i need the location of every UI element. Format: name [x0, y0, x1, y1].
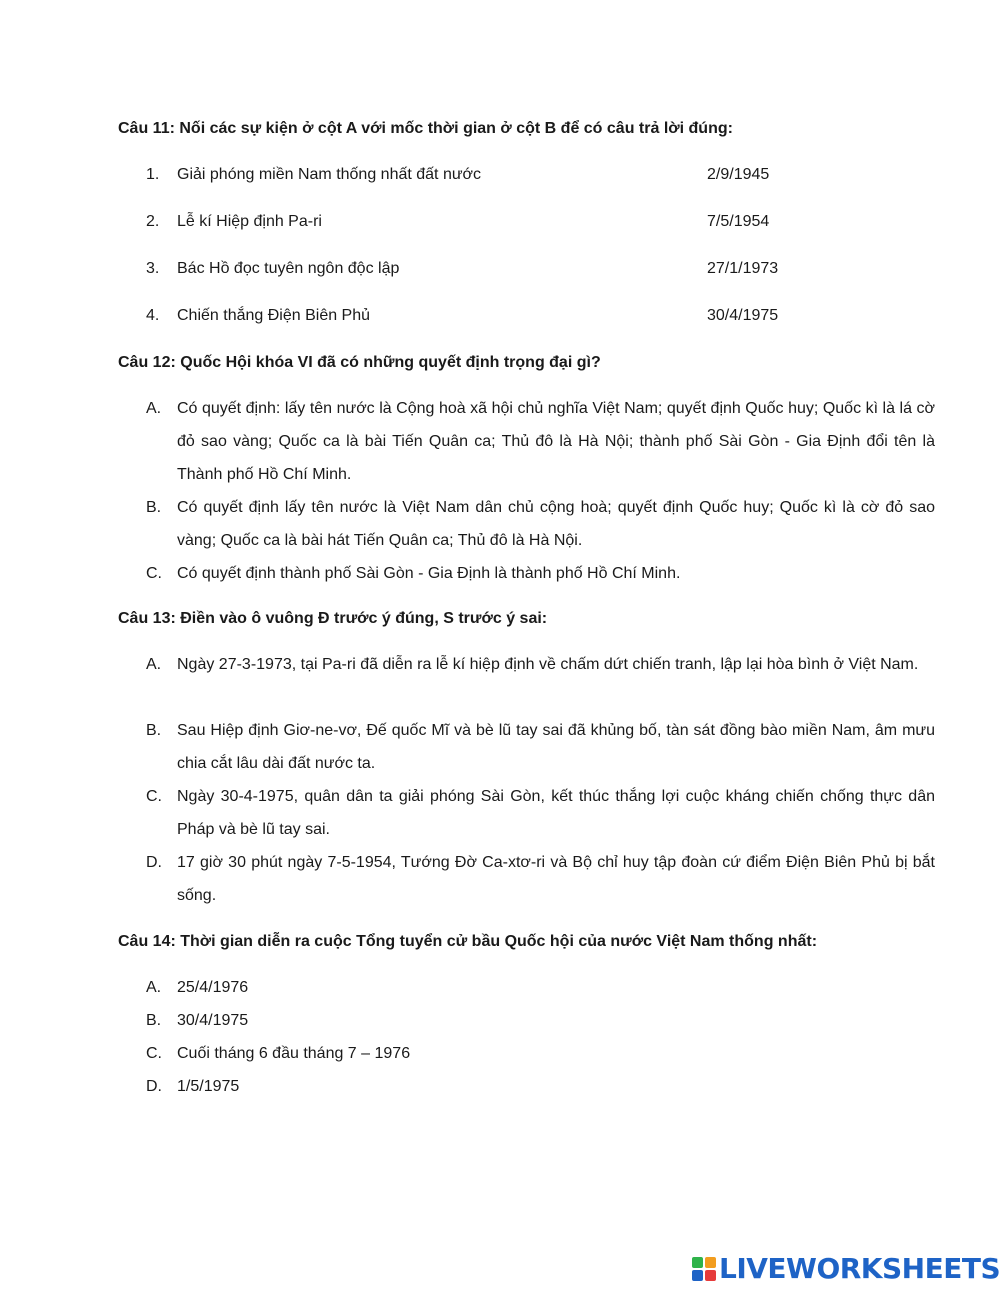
logo-square-icon	[705, 1257, 716, 1268]
date-text: 27/1/1973	[707, 260, 779, 277]
option-text: 25/4/1976	[177, 979, 249, 996]
option-text: Có quyết định lấy tên nước là Việt Nam dân chủ cộng hoà; quyết định Quốc huy; Quốc kì là cờ đỏ sao vàng; Quốc ca là bài hát Tiến Quân ca; Thủ đô là Hà Nội.	[177, 499, 935, 549]
match-row	[0, 304, 1000, 328]
match-row	[0, 210, 1000, 234]
row-number: 1.	[146, 166, 160, 183]
liveworksheets-logo[interactable]	[692, 1253, 1000, 1285]
option-letter: C.	[146, 565, 162, 582]
option-letter: B.	[146, 722, 162, 739]
date-text: 30/4/1975	[707, 307, 779, 324]
match-row	[0, 163, 1000, 187]
event-text: Bác Hồ đọc tuyên ngôn độc lập	[177, 260, 400, 277]
row-number: 4.	[146, 307, 160, 324]
option-letter: C.	[146, 788, 162, 805]
option-text: Ngày 30-4-1975, quân dân ta giải phóng Sài Gòn, kết thúc thắng lợi cuộc kháng chiến chống thực dân Pháp và bè lũ tay sai.	[177, 788, 935, 838]
option-text: 30/4/1975	[177, 1012, 249, 1029]
option-letter: A.	[146, 979, 162, 996]
option-text: Cuối tháng 6 đầu tháng 7 – 1976	[177, 1045, 411, 1062]
option-letter: D.	[146, 854, 162, 871]
logo-square-icon	[692, 1270, 703, 1281]
option-letter: B.	[146, 1012, 162, 1029]
option-text: Ngày 27-3-1973, tại Pa-ri đã diễn ra lễ kí hiệp định về chấm dứt chiến tranh, lập lại hòa bình ở Việt Nam.	[177, 656, 919, 673]
option-letter: B.	[146, 499, 162, 516]
date-text: 7/5/1954	[707, 213, 770, 230]
question-14-title: Câu 14: Thời gian diễn ra cuộc Tổng tuyển cử bầu Quốc hội của nước Việt Nam thống nhất:	[118, 933, 818, 950]
match-row	[0, 257, 1000, 281]
event-text: Lễ kí Hiệp định Pa-ri	[177, 213, 322, 230]
question-13-title: Câu 13: Điền vào ô vuông Đ trước ý đúng, S trước ý sai:	[118, 610, 548, 627]
option-text: 17 giờ 30 phút ngày 7-5-1954, Tướng Đờ Ca-xtơ-ri và Bộ chỉ huy tập đoàn cứ điểm Điện Biên Phủ bị bắt sống.	[177, 854, 935, 904]
option-letter: C.	[146, 1045, 162, 1062]
date-text: 2/9/1945	[707, 166, 770, 183]
option-letter: A.	[146, 656, 162, 673]
option-letter: D.	[146, 1078, 162, 1095]
option-text: 1/5/1975	[177, 1078, 240, 1095]
option-letter: A.	[146, 400, 162, 417]
logo-text: LIVEWORKSHEETS	[719, 1252, 1000, 1285]
option-text: Có quyết định thành phố Sài Gòn - Gia Định là thành phố Hồ Chí Minh.	[177, 565, 681, 582]
row-number: 3.	[146, 260, 160, 277]
row-number: 2.	[146, 213, 160, 230]
event-text: Giải phóng miền Nam thống nhất đất nước	[177, 166, 482, 183]
question-11-title: Câu 11: Nối các sự kiện ở cột A với mốc thời gian ở cột B để có câu trả lời đúng:	[118, 120, 733, 137]
logo-square-icon	[705, 1270, 716, 1281]
option-text: Có quyết định: lấy tên nước là Cộng hoà xã hội chủ nghĩa Việt Nam; quyết định Quốc huy; Quốc kì là lá cờ đỏ sao vàng; Quốc ca là bài Tiến Quân ca; Thủ đô là Hà Nội; thành phố Sài Gòn - Gia Định đổi tên là Thành phố Hồ Chí Minh.	[177, 400, 935, 483]
event-text: Chiến thắng Điện Biên Phủ	[177, 307, 371, 324]
logo-square-icon	[692, 1257, 703, 1268]
question-12-title: Câu 12: Quốc Hội khóa VI đã có những quyết định trọng đại gì?	[118, 354, 601, 371]
logo-mark-icon	[692, 1257, 716, 1281]
option-text: Sau Hiệp định Giơ-ne-vơ, Đế quốc Mĩ và bè lũ tay sai đã khủng bố, tàn sát đồng bào miền Nam, âm mưu chia cắt lâu dài đất nước ta.	[177, 722, 935, 772]
